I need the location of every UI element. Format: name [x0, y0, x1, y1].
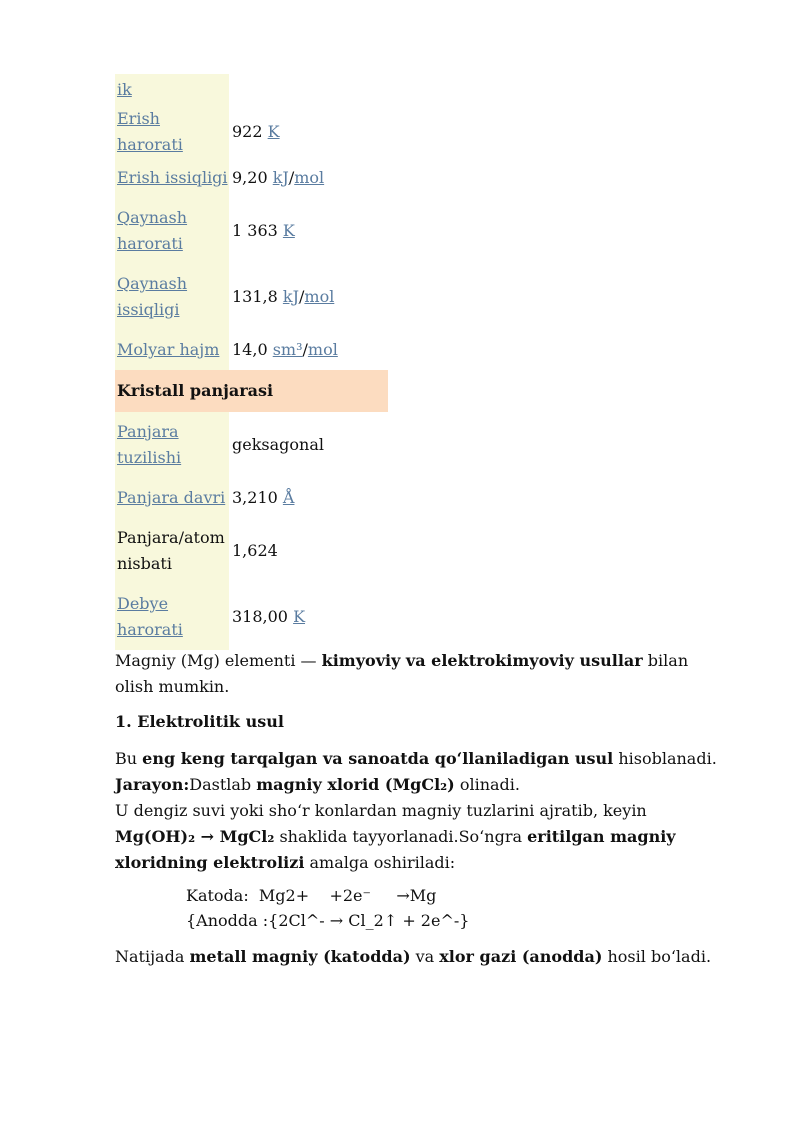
unit-link[interactable]: Å — [282, 488, 295, 507]
infobox-value: 318,00 — [232, 607, 294, 626]
unit-link[interactable]: kJ — [282, 287, 299, 306]
unit-link[interactable]: K — [282, 221, 295, 240]
unit-separator: / — [302, 340, 308, 359]
cathode-equation: Katoda: Mg2+ +2e⁻ →Mg — [186, 886, 437, 905]
infobox-label: Panjara/atom nisbati — [115, 518, 229, 584]
infobox-row — [115, 74, 388, 106]
unit-separator: / — [288, 168, 295, 187]
infobox-label-link[interactable]: Molyar hajm — [117, 340, 220, 359]
infobox-table — [115, 74, 388, 650]
infobox-section-header — [115, 370, 388, 412]
infobox-value: 14,0 — [232, 340, 273, 359]
unit-link[interactable]: mol — [307, 340, 338, 359]
unit-link[interactable]: mol — [294, 168, 325, 187]
infobox-row — [115, 330, 388, 370]
infobox-label-link[interactable]: Panjara tuzilishi — [117, 422, 182, 467]
anode-equation: {Anodda :{2Cl^- → Cl_2↑ + 2e^-} — [186, 911, 470, 930]
infobox-row — [115, 158, 388, 198]
intro-paragraph: Magniy (Mg) elementi — kimyoviy va elektrokimyoviy usullar bilan olish mumkin. — [115, 651, 689, 696]
infobox-value: 1 363 — [232, 221, 283, 240]
unit-link[interactable]: mol — [304, 287, 335, 306]
infobox-value: 1,624 — [232, 541, 278, 560]
infobox-value: geksagonal — [232, 435, 324, 454]
infobox-row — [115, 478, 388, 518]
infobox-row — [115, 198, 388, 264]
infobox-row — [115, 584, 388, 650]
unit-link[interactable]: kJ — [272, 168, 289, 187]
infobox-label-link[interactable]: Qaynash issiqligi — [117, 274, 188, 319]
infobox-value: 922 — [232, 122, 268, 141]
unit-link[interactable]: K — [267, 122, 280, 141]
body-paragraph: Bu eng keng tarqalgan va sanoatda qo‘llaniladigan usul hisoblanadi. Jarayon:Dastlab magniy xlorid (MgCl₂) olinadi. U dengiz suvi yoki sho‘r konlardan magniy tuzlarini ajratib, keyin Mg(OH)₂ → MgCl₂ shaklida tayyorlanadi.So‘ngra eritilgan magniy xloridning elektrolizi amalga oshiriladi: — [115, 749, 717, 872]
infobox-label-link[interactable]: Debye harorati — [117, 594, 183, 639]
infobox-value: 131,8 — [232, 287, 283, 306]
infobox-row — [115, 518, 388, 584]
unit-link[interactable]: sm³ — [272, 340, 303, 359]
infobox-value: 9,20 — [232, 168, 273, 187]
unit-separator: / — [299, 287, 305, 306]
infobox-row — [115, 106, 388, 158]
infobox-label-link[interactable]: Erish issiqligi — [117, 168, 228, 187]
infobox-label-link[interactable]: Panjara davri — [117, 488, 226, 507]
unit-link[interactable]: K — [293, 607, 306, 626]
section-title: Kristall panjarasi — [115, 370, 388, 412]
infobox-row — [115, 412, 388, 478]
section-heading: 1. Elektrolitik usul — [115, 712, 284, 731]
infobox-label-link[interactable]: Qaynash harorati — [117, 208, 188, 253]
infobox-row — [115, 264, 388, 330]
infobox-label-link[interactable]: Erish harorati — [117, 109, 183, 154]
infobox-label-link[interactable]: ik — [117, 80, 132, 99]
infobox-value: 3,210 — [232, 488, 283, 507]
conclusion-paragraph: Natijada metall magniy (katodda) va xlor gazi (anodda) hosil bo‘ladi. — [115, 947, 712, 966]
